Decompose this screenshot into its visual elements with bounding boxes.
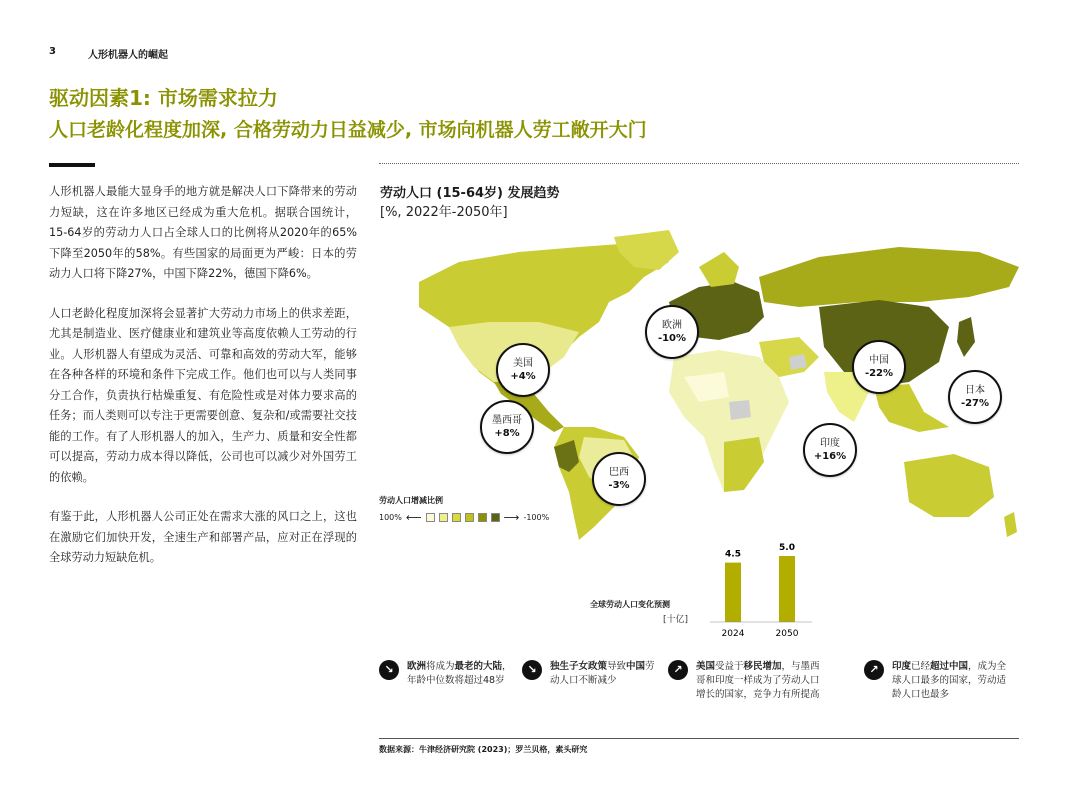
fact-usa-b2: 移民增加: [743, 661, 782, 672]
bar-value-label-2024: 4.5: [725, 549, 741, 560]
legend-left-label: 100%: [379, 513, 402, 522]
arrow-down-right-icon: ↘: [522, 660, 542, 680]
callout-usa: [496, 343, 550, 397]
australia: [904, 454, 994, 517]
callout-china: [852, 340, 906, 394]
callout-india-name: 印度: [820, 438, 840, 449]
callout-europe: [645, 305, 699, 359]
russia: [759, 247, 1019, 307]
running-title: 人形机器人的崛起: [88, 50, 168, 61]
callout-mexico-value: +8%: [494, 428, 520, 439]
section-title: 驱动因素1: 市场需求拉力: [49, 86, 278, 110]
paragraph-2: 人口老龄化程度加深将会显著扩大劳动力市场上的供求差距，尤其是制造业、医疗健康业和建筑业等高度依赖人工劳动的行业。人形机器人有望成为灵活、可靠和高效的劳动大军，能够在各种各样的环境和条件下完成工作。他们也可以与人类同事分工合作，负责执行枯燥重复、有危险性或是对体力要求高的任务；而人类则可以专注于更需要创意、复杂和/或需要社交技能的工作。有了人形机器人的加入，生产力、质量和安全性都可以提高，劳动力成本得以降低，公司也可以减少对外国劳工的依赖。: [49, 306, 357, 484]
callout-brazil-name: 巴西: [609, 467, 629, 478]
callout-brazil: [592, 452, 646, 506]
callout-china-value: -22%: [864, 368, 894, 379]
paragraph-1: 人形机器人最能大显身手的地方就是解决人口下降带来的劳动力短缺，这在许多地区已经成为重大危机。据联合国统计，15-64岁的劳动力人口占全球人口的比例将从2020年的65%下降至2050年的58%。有些国家的局面更为严峻：日本的劳动力人口将下降27%，中国下降22%，德国下降6%。: [49, 185, 357, 280]
arrow-down-right-icon: ↘: [379, 660, 399, 680]
fact-india-b1: 印度: [892, 661, 912, 672]
section-subtitle: 人口老龄化程度加深, 合格劳动力日益减少, 市场向机器人劳工敞开大门: [49, 119, 647, 141]
fact-china: [522, 660, 662, 688]
fact-usa: [668, 660, 828, 702]
callout-china-name: 中国: [869, 355, 889, 366]
legend-right-label: -100%: [523, 513, 550, 522]
bar-2024: [725, 563, 741, 622]
world-map: [379, 222, 1019, 542]
bar-chart-unit: [十亿]: [663, 615, 689, 625]
scandinavia: [699, 252, 739, 287]
footer-rule: [379, 738, 1019, 739]
bar-category-label-2024: 2024: [721, 629, 745, 639]
map-title: 劳动人口 (15-64岁) 发展趋势: [380, 186, 560, 201]
fact-usa-b1: 美国: [696, 661, 716, 672]
fact-china-b2: 中国: [626, 661, 646, 672]
legend-swatch-2: [439, 513, 448, 522]
arrow-up-right-icon: ↗: [668, 660, 688, 680]
fact-usa-mid: 受益于: [715, 661, 744, 672]
callout-europe-value: -10%: [657, 333, 687, 344]
fact-india-post: ，成为全球人口最多的国家，劳动适龄人口也最多: [892, 661, 1007, 700]
global-labor-bar-chart: [590, 538, 830, 648]
bar-category-label-2050: 2050: [775, 629, 799, 639]
legend-swatch-4: [465, 513, 474, 522]
callout-usa-name: 美国: [513, 358, 533, 369]
title-accent-bar: [49, 163, 95, 167]
map-subtitle: [%, 2022年-2050年]: [380, 205, 508, 220]
fact-europe: [379, 660, 519, 688]
callout-japan-value: -27%: [960, 398, 990, 409]
callout-mexico: [480, 400, 534, 454]
africa-south: [724, 437, 764, 492]
fact-china-post: 劳动人口不断减少: [550, 661, 655, 686]
africa-grey: [729, 400, 751, 420]
page-number: 3: [49, 46, 56, 57]
legend-swatch-5: [478, 513, 487, 522]
legend-swatch-3: [452, 513, 461, 522]
callout-mexico-name: 墨西哥: [492, 415, 522, 426]
bar-value-label-2050: 5.0: [779, 543, 795, 553]
legend-swatch-6: [491, 513, 500, 522]
callout-europe-name: 欧洲: [662, 320, 682, 331]
dotted-divider: [379, 163, 1019, 164]
fact-india-mid: 已经: [911, 661, 931, 672]
legend-title: 劳动人口增减比例: [379, 496, 443, 505]
fact-europe-b2: 最老的大陆: [454, 661, 503, 672]
fact-usa-post: ，与墨西哥和印度一样成为了劳动人口增长的国家，竞争力有所提高: [696, 661, 820, 700]
fact-europe-post: ，年龄中位数将超过48岁: [407, 661, 512, 686]
arrow-up-right-icon: ↗: [864, 660, 884, 680]
legend-swatch-1: [426, 513, 435, 522]
callout-japan: [948, 370, 1002, 424]
arrow-right-icon: ⟶: [503, 511, 520, 524]
fact-europe-mid: 将成为: [426, 661, 455, 672]
fact-europe-b1: 欧洲: [407, 661, 427, 672]
callout-india-value: +16%: [813, 451, 847, 462]
bar-2050: [779, 556, 795, 622]
callout-brazil-value: -3%: [608, 480, 630, 491]
paragraph-3: 有鉴于此，人形机器人公司正处在需求大涨的风口之上，这也在激励它们加快开发，全速生产和部署产品，应对正在浮现的全球劳动力短缺危机。: [49, 510, 357, 564]
callout-usa-value: +4%: [510, 371, 536, 382]
body-text: [49, 182, 357, 588]
callout-japan-name: 日本: [965, 385, 985, 396]
legend-scale: [379, 511, 549, 524]
fact-india-b2: 超过中国: [930, 661, 969, 672]
source-note: 数据来源：牛津经济研究院 (2023)；罗兰贝格，素头研究: [379, 745, 588, 754]
fact-india: [864, 660, 1014, 702]
japan: [957, 317, 975, 357]
fact-china-mid: 导致: [607, 661, 627, 672]
callout-india: [803, 423, 857, 477]
bar-chart-title: 全球劳动人口变化预测: [590, 600, 670, 609]
new-zealand: [1004, 512, 1017, 537]
arrow-left-icon: ⟵: [405, 511, 422, 524]
fact-china-b1: 独生子女政策: [550, 661, 608, 672]
